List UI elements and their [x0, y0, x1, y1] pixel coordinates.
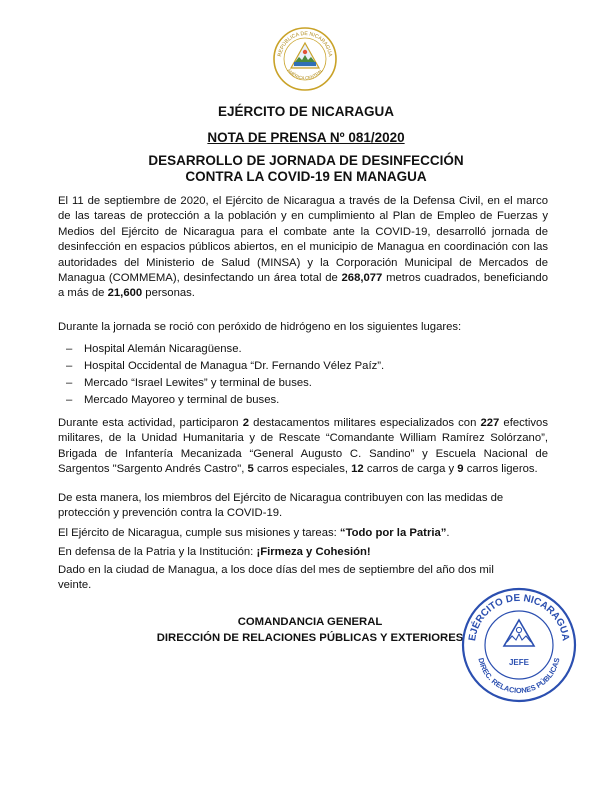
p1-text-1: El 11 de septiembre de 2020, el Ejército de Nicaragua a través de la Defensa Civil, en el marco de las tareas de protección a la población y en cumplimiento al Plan de Empleo de Fuerzas y Medios del Ejército de Nicaragua para el combate ante la COVID-19, desarrolló jornada de desinfección en espacios públicos abiertos, en el municipio de Managua en coordinación con las autoridades del Ministerio de Salud (MINSA) y la Corporación Municipal de Mercados de Managua (COMMEMA), desinfectando un área total de — [58, 195, 548, 285]
signature-line-2: DIRECCIÓN DE RELACIONES PÚBLICAS Y EXTERIORES — [156, 632, 464, 644]
dash-bullet: – — [66, 360, 73, 372]
paragraph-activity-summary — [58, 194, 548, 302]
signature-line-1: COMANDANCIA GENERAL — [237, 616, 383, 628]
list-item-text: Mercado “Israel Lewites” y terminal de buses. — [84, 377, 312, 389]
stamp-center-text: JEFE — [508, 658, 530, 667]
p3-text-2: destacamentos militares especializados con — [248, 417, 481, 429]
p1-text-3: personas. — [142, 287, 195, 300]
paragraph-contribution: De esta manera, los miembros del Ejército de Nicaragua contribuyen con las medidas de protección y prevención contra la COVID-19. — [58, 492, 504, 520]
paragraph-defense — [58, 545, 548, 560]
list-item — [58, 393, 548, 410]
stamp-ring-top-text: EJÉRCITO DE NICARAGUA — [467, 592, 571, 642]
motto-todo-por-la-patria: “Todo por la Patria” — [339, 527, 447, 539]
p5-text-1: El Ejército de Nicaragua, cumple sus misiones y tareas: — [58, 527, 340, 539]
list-item — [58, 359, 548, 376]
p3-text-5: carros de carga y — [363, 463, 458, 476]
p3-text-6: carros ligeros. — [463, 463, 538, 476]
paragraph-participants — [58, 416, 548, 478]
crest-ring-bottom-text: AMÉRICA CENTRAL — [286, 67, 324, 81]
list-item-text: Mercado Mayoreo y terminal de buses. — [84, 394, 280, 406]
subject-line-1: DESARROLLO DE JORNADA DE DESINFECCIÓN — [148, 153, 464, 168]
p1-text-2: metros cuadrados, beneficiando a más de — [58, 272, 548, 300]
light-vehicles-count: 9 — [457, 463, 464, 476]
paragraph-date-place: Dado en la ciudad de Managua, a los doce días del mes de septiembre del año dos mil veinte. — [58, 564, 494, 592]
p5-text-2: . — [446, 527, 450, 539]
beneficiaries-value: 21,600 — [107, 287, 143, 300]
area-value: 268,077 — [341, 272, 383, 285]
official-stamp-seal — [460, 586, 578, 704]
press-note-number: NOTA DE PRENSA Nº 081/2020 — [207, 130, 405, 145]
list-item — [58, 342, 548, 359]
organization-heading: EJÉRCITO DE NICARAGUA — [217, 104, 395, 119]
nicaragua-coat-of-arms-logo — [272, 26, 338, 92]
list-item — [58, 376, 548, 393]
troops-count: 227 — [480, 417, 500, 429]
press-note-subject — [0, 153, 612, 185]
stamp-ring-bottom-text: DIREC. RELACIONES PÚBLICAS — [476, 656, 562, 695]
special-vehicles-count: 5 — [247, 463, 254, 476]
subject-line-2: CONTRA LA COVID-19 EN MANAGUA — [185, 169, 427, 184]
crest-ring-top-text: REPÚBLICA DE NICARAGUA — [277, 30, 333, 58]
places-list — [58, 342, 548, 410]
cargo-vehicles-count: 12 — [351, 463, 364, 476]
paragraph-places-intro: Durante la jornada se roció con peróxido de hidrógeno en los siguientes lugares: — [58, 321, 462, 333]
dash-bullet: – — [66, 394, 73, 406]
p6-text-1: En defensa de la Patria y la Institución: — [58, 546, 257, 558]
list-item-text: Hospital Occidental de Managua “Dr. Fernando Vélez Paíz”. — [84, 360, 385, 372]
p3-text-1: Durante esta actividad, participaron — [58, 417, 243, 429]
list-item-text: Hospital Alemán Nicaragüense. — [84, 343, 242, 355]
paragraph-mission — [58, 526, 548, 541]
svg-text:AMÉRICA CENTRAL — [286, 67, 324, 80]
motto-firmeza-y-cohesion: ¡Firmeza y Cohesión! — [256, 546, 371, 558]
dash-bullet: – — [66, 343, 73, 355]
p3-text-3: efectivos militares, de la Unidad Humanitaria y de Rescate “Comandante William Ramírez Solórzano”, Brigada de Infantería Mecanizada “General Augusto C. Sandino” y Escuela Nacional de Sargentos "Sargento Andrés Castro", — [58, 417, 548, 476]
detachments-count: 2 — [242, 417, 249, 429]
p3-text-4: carros especiales, — [253, 463, 352, 476]
dash-bullet: – — [66, 377, 73, 389]
